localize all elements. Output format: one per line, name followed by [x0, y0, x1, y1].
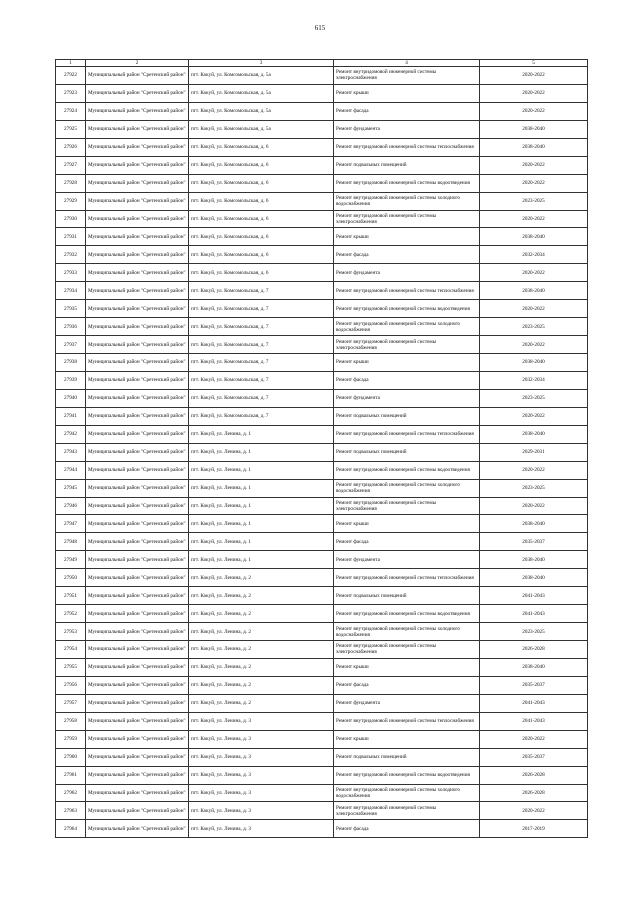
table-body: [56, 67, 588, 838]
address-cell: пгт. Кокуй, ул. Комсомольская, д. 6: [189, 192, 334, 210]
period-cell: 2038-2040: [480, 138, 588, 156]
row-number-cell: 27937: [56, 336, 86, 354]
work-type-cell: Ремонт внутридомовой инженерной системы электроснабжения: [334, 336, 480, 354]
municipality-cell: Муниципальный район "Сретенский район": [86, 282, 189, 300]
table-row: [56, 820, 588, 838]
period-cell: 2038-2040: [480, 120, 588, 138]
row-number-cell: 27938: [56, 354, 86, 372]
row-number-cell: 27943: [56, 443, 86, 461]
table-row: [56, 102, 588, 120]
municipality-cell: Муниципальный район "Сретенский район": [86, 515, 189, 533]
municipality-cell: Муниципальный район "Сретенский район": [86, 425, 189, 443]
address-cell: пгт. Кокуй, ул. Комсомольская, д. 7: [189, 354, 334, 372]
row-number-cell: 27951: [56, 587, 86, 605]
row-number-cell: 27942: [56, 425, 86, 443]
table-row: [56, 210, 588, 228]
municipality-cell: Муниципальный район "Сретенский район": [86, 336, 189, 354]
table-row: [56, 551, 588, 569]
municipality-cell: Муниципальный район "Сретенский район": [86, 67, 189, 85]
address-cell: пгт. Кокуй, ул. Ленина, д. 2: [189, 641, 334, 659]
address-cell: пгт. Кокуй, ул. Ленина, д. 1: [189, 443, 334, 461]
address-cell: пгт. Кокуй, ул. Комсомольская, д. 7: [189, 318, 334, 336]
municipality-cell: Муниципальный район "Сретенский район": [86, 228, 189, 246]
address-cell: пгт. Кокуй, ул. Ленина, д. 2: [189, 623, 334, 641]
address-cell: пгт. Кокуй, ул. Ленина, д. 2: [189, 694, 334, 712]
municipality-cell: Муниципальный район "Сретенский район": [86, 120, 189, 138]
work-type-cell: Ремонт внутридомовой инженерной системы электроснабжения: [334, 67, 480, 85]
work-type-cell: Ремонт внутридомовой инженерной системы электроснабжения: [334, 210, 480, 228]
row-number-cell: 27929: [56, 192, 86, 210]
address-cell: пгт. Кокуй, ул. Ленина, д. 2: [189, 569, 334, 587]
period-cell: 2020-2022: [480, 156, 588, 174]
period-cell: 2041-2043: [480, 605, 588, 623]
address-cell: пгт. Кокуй, ул. Ленина, д. 1: [189, 533, 334, 551]
period-cell: 2020-2022: [480, 102, 588, 120]
row-number-cell: 27946: [56, 497, 86, 515]
table-row: [56, 766, 588, 784]
address-cell: пгт. Кокуй, ул. Комсомольская, д. 5а: [189, 67, 334, 85]
period-cell: 2038-2040: [480, 282, 588, 300]
table-row: [56, 641, 588, 659]
work-type-cell: Ремонт подвальных помещений: [334, 407, 480, 425]
row-number-cell: 27932: [56, 246, 86, 264]
table-row: [56, 425, 588, 443]
row-number-cell: 27922: [56, 67, 86, 85]
period-cell: 2032-2034: [480, 246, 588, 264]
header-col-3: 3: [189, 60, 334, 67]
municipality-cell: Муниципальный район "Сретенский район": [86, 766, 189, 784]
address-cell: пгт. Кокуй, ул. Комсомольская, д. 7: [189, 300, 334, 318]
municipality-cell: Муниципальный район "Сретенский район": [86, 676, 189, 694]
work-type-cell: Ремонт подвальных помещений: [334, 156, 480, 174]
work-type-cell: Ремонт внутридомовой инженерной системы водоотведения: [334, 174, 480, 192]
header-col-1: 1: [56, 60, 86, 67]
municipality-cell: Муниципальный район "Сретенский район": [86, 300, 189, 318]
period-cell: 2020-2022: [480, 84, 588, 102]
address-cell: пгт. Кокуй, ул. Ленина, д. 1: [189, 551, 334, 569]
work-type-cell: Ремонт фундамента: [334, 694, 480, 712]
row-number-cell: 27934: [56, 282, 86, 300]
row-number-cell: 27930: [56, 210, 86, 228]
municipality-cell: Муниципальный район "Сретенский район": [86, 264, 189, 282]
address-cell: пгт. Кокуй, ул. Ленина, д. 2: [189, 605, 334, 623]
period-cell: 2020-2022: [480, 210, 588, 228]
municipality-cell: Муниципальный район "Сретенский район": [86, 461, 189, 479]
work-type-cell: Ремонт внутридомовой инженерной системы электроснабжения: [334, 497, 480, 515]
municipality-cell: Муниципальный район "Сретенский район": [86, 820, 189, 838]
header-row: [56, 60, 588, 67]
table-row: [56, 300, 588, 318]
municipality-cell: Муниципальный район "Сретенский район": [86, 802, 189, 820]
table-row: [56, 156, 588, 174]
table-row: [56, 587, 588, 605]
period-cell: 2020-2022: [480, 497, 588, 515]
period-cell: 2032-2034: [480, 371, 588, 389]
municipality-cell: Муниципальный район "Сретенский район": [86, 694, 189, 712]
work-type-cell: Ремонт фасада: [334, 676, 480, 694]
period-cell: 2020-2022: [480, 407, 588, 425]
work-type-cell: Ремонт крыши: [334, 354, 480, 372]
table-row: [56, 515, 588, 533]
table-row: [56, 730, 588, 748]
municipality-cell: Муниципальный район "Сретенский район": [86, 623, 189, 641]
table-row: [56, 461, 588, 479]
work-type-cell: Ремонт внутридомовой инженерной системы электроснабжения: [334, 641, 480, 659]
work-type-cell: Ремонт внутридомовой инженерной системы водоотведения: [334, 300, 480, 318]
municipality-cell: Муниципальный район "Сретенский район": [86, 605, 189, 623]
period-cell: 2023-2025: [480, 623, 588, 641]
municipality-cell: Муниципальный район "Сретенский район": [86, 84, 189, 102]
work-type-cell: Ремонт внутридомовой инженерной системы холодного водоснабжения: [334, 318, 480, 336]
table-row: [56, 84, 588, 102]
period-cell: 2041-2043: [480, 694, 588, 712]
table-row: [56, 174, 588, 192]
address-cell: пгт. Кокуй, ул. Ленина, д. 2: [189, 658, 334, 676]
work-type-cell: Ремонт внутридомовой инженерной системы теплоснабжения: [334, 138, 480, 156]
row-number-cell: 27960: [56, 748, 86, 766]
period-cell: 2020-2022: [480, 730, 588, 748]
period-cell: 2038-2040: [480, 551, 588, 569]
municipality-cell: Муниципальный район "Сретенский район": [86, 156, 189, 174]
period-cell: 2041-2043: [480, 712, 588, 730]
row-number-cell: 27935: [56, 300, 86, 318]
municipality-cell: Муниципальный район "Сретенский район": [86, 551, 189, 569]
municipality-cell: Муниципальный район "Сретенский район": [86, 730, 189, 748]
period-cell: 2038-2040: [480, 569, 588, 587]
period-cell: 2038-2040: [480, 658, 588, 676]
work-type-cell: Ремонт фундамента: [334, 389, 480, 407]
work-type-cell: Ремонт подвальных помещений: [334, 587, 480, 605]
work-type-cell: Ремонт крыши: [334, 730, 480, 748]
row-number-cell: 27963: [56, 802, 86, 820]
municipality-cell: Муниципальный район "Сретенский район": [86, 641, 189, 659]
address-cell: пгт. Кокуй, ул. Ленина, д. 3: [189, 712, 334, 730]
work-type-cell: Ремонт внутридомовой инженерной системы электроснабжения: [334, 802, 480, 820]
row-number-cell: 27949: [56, 551, 86, 569]
table-row: [56, 802, 588, 820]
table-row: [56, 318, 588, 336]
address-cell: пгт. Кокуй, ул. Ленина, д. 1: [189, 461, 334, 479]
municipality-cell: Муниципальный район "Сретенский район": [86, 318, 189, 336]
row-number-cell: 27936: [56, 318, 86, 336]
row-number-cell: 27948: [56, 533, 86, 551]
municipality-cell: Муниципальный район "Сретенский район": [86, 354, 189, 372]
table-row: [56, 694, 588, 712]
municipality-cell: Муниципальный район "Сретенский район": [86, 407, 189, 425]
address-cell: пгт. Кокуй, ул. Ленина, д. 1: [189, 479, 334, 497]
period-cell: 2020-2022: [480, 300, 588, 318]
address-cell: пгт. Кокуй, ул. Ленина, д. 3: [189, 766, 334, 784]
work-type-cell: Ремонт внутридомовой инженерной системы теплоснабжения: [334, 282, 480, 300]
address-cell: пгт. Кокуй, ул. Ленина, д. 3: [189, 802, 334, 820]
address-cell: пгт. Кокуй, ул. Комсомольская, д. 6: [189, 138, 334, 156]
period-cell: 2023-2025: [480, 479, 588, 497]
address-cell: пгт. Кокуй, ул. Ленина, д. 2: [189, 587, 334, 605]
address-cell: пгт. Кокуй, ул. Комсомольская, д. 6: [189, 228, 334, 246]
address-cell: пгт. Кокуй, ул. Комсомольская, д. 5а: [189, 102, 334, 120]
table-row: [56, 497, 588, 515]
period-cell: 2038-2040: [480, 228, 588, 246]
municipality-cell: Муниципальный район "Сретенский район": [86, 533, 189, 551]
row-number-cell: 27925: [56, 120, 86, 138]
address-cell: пгт. Кокуй, ул. Комсомольская, д. 6: [189, 246, 334, 264]
row-number-cell: 27957: [56, 694, 86, 712]
row-number-cell: 27964: [56, 820, 86, 838]
work-type-cell: Ремонт внутридомовой инженерной системы теплоснабжения: [334, 712, 480, 730]
address-cell: пгт. Кокуй, ул. Комсомольская, д. 7: [189, 336, 334, 354]
header-col-4: 4: [334, 60, 480, 67]
row-number-cell: 27939: [56, 371, 86, 389]
municipality-cell: Муниципальный район "Сретенский район": [86, 246, 189, 264]
address-cell: пгт. Кокуй, ул. Ленина, д. 3: [189, 784, 334, 802]
work-type-cell: Ремонт крыши: [334, 228, 480, 246]
table-row: [56, 676, 588, 694]
row-number-cell: 27961: [56, 766, 86, 784]
work-type-cell: Ремонт фасада: [334, 102, 480, 120]
period-cell: 2041-2043: [480, 587, 588, 605]
work-type-cell: Ремонт внутридомовой инженерной системы теплоснабжения: [334, 425, 480, 443]
work-type-cell: Ремонт внутридомовой инженерной системы холодного водоснабжения: [334, 784, 480, 802]
row-number-cell: 27941: [56, 407, 86, 425]
address-cell: пгт. Кокуй, ул. Комсомольская, д. 6: [189, 174, 334, 192]
period-cell: 2020-2022: [480, 174, 588, 192]
municipality-cell: Муниципальный район "Сретенский район": [86, 587, 189, 605]
address-cell: пгт. Кокуй, ул. Ленина, д. 3: [189, 730, 334, 748]
table-row: [56, 479, 588, 497]
address-cell: пгт. Кокуй, ул. Комсомольская, д. 7: [189, 282, 334, 300]
table-row: [56, 354, 588, 372]
municipality-cell: Муниципальный район "Сретенский район": [86, 569, 189, 587]
address-cell: пгт. Кокуй, ул. Комсомольская, д. 7: [189, 371, 334, 389]
work-type-cell: Ремонт внутридомовой инженерной системы холодного водоснабжения: [334, 623, 480, 641]
municipality-cell: Муниципальный район "Сретенский район": [86, 748, 189, 766]
work-type-cell: Ремонт внутридомовой инженерной системы холодного водоснабжения: [334, 192, 480, 210]
period-cell: 2023-2025: [480, 318, 588, 336]
municipality-cell: Муниципальный район "Сретенский район": [86, 192, 189, 210]
municipality-cell: Муниципальный район "Сретенский район": [86, 210, 189, 228]
address-cell: пгт. Кокуй, ул. Комсомольская, д. 5а: [189, 120, 334, 138]
row-number-cell: 27944: [56, 461, 86, 479]
row-number-cell: 27952: [56, 605, 86, 623]
address-cell: пгт. Кокуй, ул. Ленина, д. 1: [189, 497, 334, 515]
row-number-cell: 27927: [56, 156, 86, 174]
table-row: [56, 407, 588, 425]
row-number-cell: 27956: [56, 676, 86, 694]
municipality-cell: Муниципальный район "Сретенский район": [86, 174, 189, 192]
address-cell: пгт. Кокуй, ул. Комсомольская, д. 7: [189, 407, 334, 425]
row-number-cell: 27954: [56, 641, 86, 659]
row-number-cell: 27947: [56, 515, 86, 533]
table-row: [56, 533, 588, 551]
work-type-cell: Ремонт фундамента: [334, 551, 480, 569]
row-number-cell: 27928: [56, 174, 86, 192]
header-col-5: 5: [480, 60, 588, 67]
period-cell: 2020-2022: [480, 67, 588, 85]
work-type-cell: Ремонт крыши: [334, 515, 480, 533]
row-number-cell: 27955: [56, 658, 86, 676]
municipality-cell: Муниципальный район "Сретенский район": [86, 371, 189, 389]
address-cell: пгт. Кокуй, ул. Ленина, д. 3: [189, 820, 334, 838]
table-row: [56, 389, 588, 407]
work-type-cell: Ремонт фасада: [334, 246, 480, 264]
table-row: [56, 712, 588, 730]
work-type-cell: Ремонт фасада: [334, 371, 480, 389]
municipality-cell: Муниципальный район "Сретенский район": [86, 497, 189, 515]
work-type-cell: Ремонт фасада: [334, 820, 480, 838]
row-number-cell: 27950: [56, 569, 86, 587]
address-cell: пгт. Кокуй, ул. Комсомольская, д. 6: [189, 210, 334, 228]
page-number: 615: [314, 24, 326, 32]
period-cell: 2038-2040: [480, 354, 588, 372]
table-row: [56, 336, 588, 354]
period-cell: 2035-2037: [480, 748, 588, 766]
period-cell: 2017-2019: [480, 820, 588, 838]
work-type-cell: Ремонт фундамента: [334, 264, 480, 282]
work-type-cell: Ремонт внутридомовой инженерной системы теплоснабжения: [334, 569, 480, 587]
table-header: [56, 60, 588, 67]
period-cell: 2026-2028: [480, 641, 588, 659]
period-cell: 2020-2022: [480, 264, 588, 282]
row-number-cell: 27923: [56, 84, 86, 102]
municipality-cell: Муниципальный район "Сретенский район": [86, 658, 189, 676]
period-cell: 2023-2025: [480, 192, 588, 210]
table-row: [56, 569, 588, 587]
row-number-cell: 27931: [56, 228, 86, 246]
address-cell: пгт. Кокуй, ул. Ленина, д. 1: [189, 515, 334, 533]
period-cell: 2038-2040: [480, 515, 588, 533]
table-row: [56, 784, 588, 802]
municipality-cell: Муниципальный район "Сретенский район": [86, 102, 189, 120]
municipality-cell: Муниципальный район "Сретенский район": [86, 138, 189, 156]
work-type-cell: Ремонт внутридомовой инженерной системы водоотведения: [334, 766, 480, 784]
table-row: [56, 443, 588, 461]
address-cell: пгт. Кокуй, ул. Комсомольская, д. 6: [189, 264, 334, 282]
period-cell: 2029-2031: [480, 443, 588, 461]
row-number-cell: 27962: [56, 784, 86, 802]
period-cell: 2020-2022: [480, 336, 588, 354]
period-cell: 2020-2022: [480, 802, 588, 820]
table-row: [56, 282, 588, 300]
table-row: [56, 246, 588, 264]
address-cell: пгт. Кокуй, ул. Комсомольская, д. 6: [189, 156, 334, 174]
table-row: [56, 264, 588, 282]
period-cell: 2026-2028: [480, 766, 588, 784]
period-cell: 2035-2037: [480, 533, 588, 551]
row-number-cell: 27940: [56, 389, 86, 407]
header-col-2: 2: [86, 60, 189, 67]
address-cell: пгт. Кокуй, ул. Ленина, д. 2: [189, 676, 334, 694]
period-cell: 2035-2037: [480, 676, 588, 694]
row-number-cell: 27926: [56, 138, 86, 156]
table-row: [56, 748, 588, 766]
municipality-cell: Муниципальный район "Сретенский район": [86, 443, 189, 461]
address-cell: пгт. Кокуй, ул. Ленина, д. 3: [189, 748, 334, 766]
period-cell: 2020-2022: [480, 461, 588, 479]
period-cell: 2026-2028: [480, 784, 588, 802]
table-row: [56, 371, 588, 389]
work-type-cell: Ремонт крыши: [334, 658, 480, 676]
row-number-cell: 27959: [56, 730, 86, 748]
address-cell: пгт. Кокуй, ул. Ленина, д. 1: [189, 425, 334, 443]
row-number-cell: 27924: [56, 102, 86, 120]
table-row: [56, 228, 588, 246]
municipality-cell: Муниципальный район "Сретенский район": [86, 784, 189, 802]
table-row: [56, 605, 588, 623]
work-type-cell: Ремонт фундамента: [334, 120, 480, 138]
table-row: [56, 658, 588, 676]
address-cell: пгт. Кокуй, ул. Комсомольская, д. 7: [189, 389, 334, 407]
work-type-cell: Ремонт внутридомовой инженерной системы водоотведения: [334, 605, 480, 623]
table-row: [56, 138, 588, 156]
table-row: [56, 623, 588, 641]
period-cell: 2038-2040: [480, 425, 588, 443]
table-row: [56, 67, 588, 85]
work-type-cell: Ремонт подвальных помещений: [334, 748, 480, 766]
work-type-cell: Ремонт внутридомовой инженерной системы водоотведения: [334, 461, 480, 479]
address-cell: пгт. Кокуй, ул. Комсомольская, д. 5а: [189, 84, 334, 102]
work-type-cell: Ремонт крыши: [334, 84, 480, 102]
municipality-cell: Муниципальный район "Сретенский район": [86, 389, 189, 407]
municipality-cell: Муниципальный район "Сретенский район": [86, 479, 189, 497]
work-type-cell: Ремонт фасада: [334, 533, 480, 551]
row-number-cell: 27933: [56, 264, 86, 282]
table-row: [56, 192, 588, 210]
work-type-cell: Ремонт внутридомовой инженерной системы холодного водоснабжения: [334, 479, 480, 497]
capital-repair-table: [55, 59, 588, 838]
row-number-cell: 27958: [56, 712, 86, 730]
work-type-cell: Ремонт подвальных помещений: [334, 443, 480, 461]
municipality-cell: Муниципальный район "Сретенский район": [86, 712, 189, 730]
period-cell: 2023-2025: [480, 389, 588, 407]
row-number-cell: 27953: [56, 623, 86, 641]
table-row: [56, 120, 588, 138]
row-number-cell: 27945: [56, 479, 86, 497]
